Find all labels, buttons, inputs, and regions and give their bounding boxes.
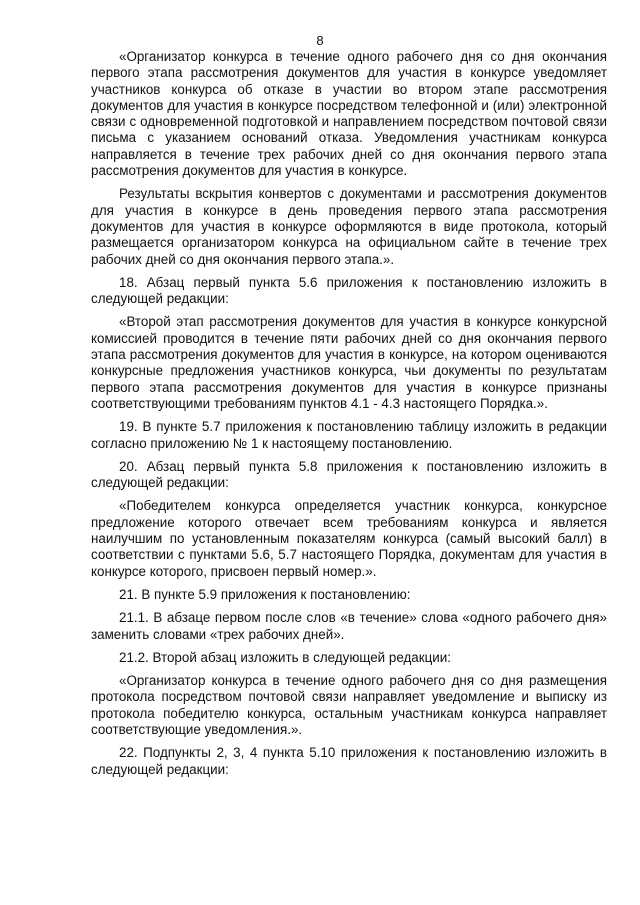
paragraph-notice-refusal: «Организатор конкурса в течение одного рабочего дня со дня окончания первого этапа рассмотрения документов для участия в конкурсе уведомляет участников конкурса об отказе в участии во втором этапе рассмотрения документов для участия в конкурсе посредством телефонной и (или) электронной связи с одновременной подготовкой и направлением посредством почтовой связи письма с указанием оснований отказа. Уведомления участникам конкурса направляется в течение трех рабочих дней со дня окончания первого этапа рассмотрения документов для участия в конкурсе. (91, 49, 607, 179)
paragraph-protocol-results: Результаты вскрытия конвертов с документами и рассмотрения документов для участия в конкурсе в день проведения первого этапа рассмотрения документов для участия в конкурсе оформляются в виде протокола, который размещается организатором конкурса на официальном сайте в течение трех рабочих дней со дня окончания первого этапа.». (91, 186, 607, 267)
paragraph-organizer-notice: «Организатор конкурса в течение одного рабочего дня со дня размещения протокола посредством почтовой связи направляет уведомление и выписку из протокола победителю конкурса, остальным участникам конкурса направляет соответствующие уведомления.». (91, 673, 607, 737)
paragraph-item-18: 18. Абзац первый пункта 5.6 приложения к постановлению изложить в следующей редакции: (91, 274, 607, 307)
paragraph-item-22: 22. Подпункты 2, 3, 4 пункта 5.10 приложения к постановлению изложить в следующей редакции: (91, 745, 607, 777)
paragraph-item-21: 21. В пункте 5.9 приложения к постановлению: (119, 586, 411, 602)
paragraph-winner: «Победителем конкурса определяется участник конкурса, конкурсное предложение которого отвечает всем требованиям конкурса и является наилучшим по установленным показателям конкурса (самый высокий балл) в соответствии с пунктами 5.6, 5.7 настоящего Порядка, документам для участия в конкурсе которого, присвоен первый номер.». (91, 498, 607, 579)
paragraph-item-21-1: 21.1. В абзаце первом после слов «в течение» слова «одного рабочего дня» заменить словами «трех рабочих дней». (91, 610, 607, 642)
page-number: 8 (316, 33, 324, 48)
paragraph-item-21-2: 21.2. Второй абзац изложить в следующей редакции: (119, 649, 451, 665)
paragraph-second-stage: «Второй этап рассмотрения документов для участия в конкурсе конкурсной комиссией проводится в течение пяти рабочих дней со дня окончания первого этапа рассмотрения документов для участия в конкурсе, на котором оцениваются конкурсные предложения участников конкурса, чьи документы по результатам первого этапа рассмотрения документов для участия в конкурсе признаны соответствующими требованиям пунктов 4.1 - 4.3 настоящего Порядка.». (91, 314, 607, 411)
document-body (91, 49, 607, 785)
paragraph-item-20: 20. Абзац первый пункта 5.8 приложения к постановлению изложить в следующей редакции: (91, 458, 607, 491)
paragraph-item-19: 19. В пункте 5.7 приложения к постановлению таблицу изложить в редакции согласно приложению № 1 к настоящему постановлению. (91, 419, 607, 451)
